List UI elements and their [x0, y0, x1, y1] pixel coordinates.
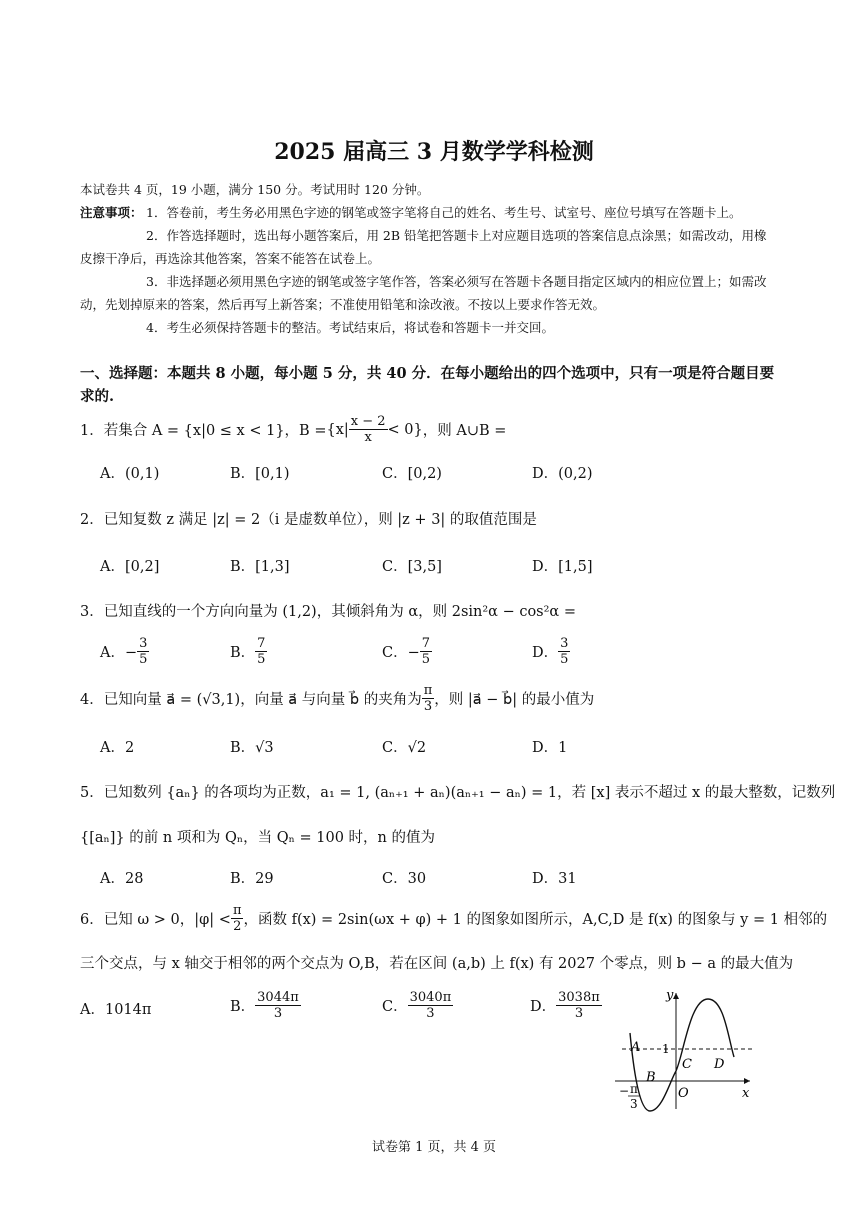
note-4: 4．考生必须保持答题卡的整洁。考试结束后，将试卷和答题卡一并交回。	[146, 320, 554, 335]
q1-option-d: D．(0,2)	[532, 466, 593, 482]
q6-text-a: 6．已知 ω > 0，|φ| <	[80, 912, 231, 928]
question-3: 3．已知直线的一个方向向量为 (1,2)，其倾斜角为 α，则 2sin²α − cos²α =	[80, 604, 576, 620]
one-label: 1	[662, 1042, 670, 1056]
q6-frac-num: π	[232, 903, 242, 918]
question-6-line2: 三个交点，与 x 轴交于相邻的两个交点为 O,B，若在区间 (a,b) 上 f(x) 有 2027 个零点，则 b − a 的最大值为	[80, 956, 794, 972]
q5-option-d: D．31	[532, 871, 577, 887]
pi-numerator: π	[630, 1082, 638, 1096]
q3-c-den: 5	[421, 652, 431, 667]
q3-a-den: 5	[139, 652, 148, 667]
q5-option-b: B．29	[230, 871, 274, 887]
question-1	[80, 414, 506, 445]
q6-frac-den: 2	[233, 919, 242, 934]
q6-text-b: ，函数 f(x) = 2sin(ωx + φ) + 1 的图象如图所示，A,C,D 是 f(x) 的图象与 y = 1 相邻的	[243, 912, 828, 928]
q2-option-d: D．[1,5]	[532, 559, 593, 575]
point-b-label: B	[646, 1070, 656, 1085]
q4-text-b: ，则 |a⃗ − b⃗| 的最小值为	[434, 692, 595, 708]
q6-option-c-frac	[408, 990, 454, 1021]
note-3a: 3．非选择题必须用黑色字迹的钢笔或签字笔作答，答案必须写在答题卡各题目指定区域内的相应位置上；如需改	[146, 274, 767, 289]
q1-text-a: 1．若集合 A = {x|0 ≤ x < 1}，B =	[80, 423, 327, 439]
q6-c-num: 3040π	[409, 990, 452, 1005]
q3-option-a	[100, 636, 149, 667]
q1-frac-num: x − 2	[350, 414, 386, 429]
q3-option-d	[532, 636, 570, 667]
q6-option-b	[230, 990, 301, 1021]
q6-d-num: 3038π	[558, 990, 600, 1005]
page-footer: 试卷第 1 页，共 4 页	[371, 1140, 497, 1155]
question-5-line2: {[aₙ]} 的前 n 项和为 Qₙ，当 Qₙ = 100 时，n 的值为	[80, 830, 435, 846]
q6-option-a: A．1014π	[80, 1002, 152, 1018]
y-label: y	[666, 988, 674, 1003]
q6-b-den: 3	[273, 1006, 283, 1021]
q1-fraction	[349, 414, 388, 445]
q3-option-b-label: B．	[230, 645, 256, 661]
q6-b-num: 3044π	[257, 990, 299, 1005]
x-label: x	[742, 1086, 750, 1101]
section-heading-line1: 一、选择题：本题共 8 小题，每小题 5 分，共 40 分．在每小题给出的四个选项中，只有一项是符合题目要	[80, 365, 775, 382]
q4-frac-den: 3	[423, 699, 433, 714]
q4-option-d: D．1	[532, 740, 568, 756]
q6-option-b-frac	[255, 990, 301, 1021]
point-d-label: D	[714, 1057, 725, 1072]
q3-b-num: 7	[257, 636, 266, 651]
q3-option-a-label: A．−	[100, 645, 138, 661]
q6-function-graph	[610, 985, 760, 1115]
q3-a-num: 3	[139, 636, 148, 651]
q6-option-d-label: D．	[530, 999, 557, 1015]
q6-d-den: 3	[574, 1006, 584, 1021]
q3-d-num: 3	[560, 636, 569, 651]
q1-frac-den: x	[364, 430, 372, 445]
q5-option-a: A．28	[100, 871, 144, 887]
q4-fraction	[422, 683, 435, 714]
note-1: 1．答卷前，考生务必用黑色字迹的钢笔或签字笔将自己的姓名、考生号、试室号、座位号填写在答题卡上。	[146, 205, 742, 220]
q6-c-den: 3	[426, 1006, 435, 1021]
q3-option-b	[230, 636, 267, 667]
q3-option-a-frac	[137, 636, 149, 667]
page-title: 2025 届高三 3 月数学学科检测	[274, 139, 594, 165]
section-heading-line2: 求的.	[80, 388, 115, 405]
q3-option-b-frac	[255, 636, 267, 667]
q1-option-c: C．[0,2)	[382, 466, 442, 482]
question-6-line1	[80, 903, 827, 934]
exam-intro: 本试卷共 4 页，19 小题，满分 150 分。考试用时 120 分钟。	[80, 182, 430, 197]
point-c-label: C	[682, 1057, 692, 1072]
point-a-label: A	[631, 1040, 641, 1055]
q1-option-b: B．[0,1)	[230, 466, 290, 482]
q6-fraction	[231, 903, 244, 934]
q1-set-open: {x|	[326, 421, 349, 438]
notes-label: 注意事项：	[80, 205, 143, 220]
q5-option-c: C．30	[382, 871, 427, 887]
q6-option-d	[530, 990, 602, 1021]
y-axis-arrow	[673, 993, 679, 999]
q6-option-c	[382, 990, 453, 1021]
q1-option-a: A．(0,1)	[100, 466, 160, 482]
q3-option-c-frac	[420, 636, 432, 667]
neg-sign: −	[619, 1084, 630, 1098]
note-2b: 皮擦干净后，再选涂其他答案，答案不能答在试卷上。	[80, 251, 381, 266]
q3-option-d-frac	[558, 636, 570, 667]
three-denominator: 3	[630, 1097, 638, 1111]
q3-b-den: 5	[257, 652, 266, 667]
q3-option-c-label: C．−	[382, 645, 420, 661]
q1-text-b: ，则 A∪B =	[422, 423, 507, 439]
x-axis-arrow	[744, 1078, 750, 1084]
q3-d-den: 5	[560, 652, 569, 667]
q2-option-a: A．[0,2]	[100, 559, 160, 575]
q3-option-c	[382, 636, 432, 667]
question-4	[80, 683, 594, 714]
q4-option-a: A．2	[100, 740, 135, 756]
note-3b: 动，先划掉原来的答案，然后再写上新答案；不准使用铅笔和涂改液。不按以上要求作答无效。	[80, 297, 606, 312]
q2-option-c: C．[3,5]	[382, 559, 442, 575]
q4-text-a: 4．已知向量 a⃗ = (√3,1)，向量 a⃗ 与向量 b⃗ 的夹角为	[80, 692, 422, 708]
q4-option-b: B．√3	[230, 740, 274, 756]
q1-set-close: < 0}	[387, 421, 423, 438]
q6-option-d-frac	[556, 990, 602, 1021]
note-2a: 2．作答选择题时，选出每小题答案后，用 2B 铅笔把答题卡上对应题目选项的答案信息点涂黑；如需改动，用橡	[146, 228, 767, 243]
question-2: 2．已知复数 z 满足 |z| = 2（i 是虚数单位），则 |z + 3| 的取值范围是	[80, 512, 537, 528]
q3-option-d-label: D．	[532, 645, 559, 661]
origin-label: O	[678, 1086, 689, 1101]
q3-c-num: 7	[421, 636, 431, 651]
q4-frac-num: π	[423, 683, 433, 698]
q6-option-c-label: C．	[382, 999, 408, 1015]
q2-option-b: B．[1,3]	[230, 559, 290, 575]
q6-option-b-label: B．	[230, 999, 256, 1015]
question-5-line1: 5．已知数列 {aₙ} 的各项均为正数，a₁ = 1, (aₙ₊₁ + aₙ)(aₙ₊₁ − aₙ) = 1，若 [x] 表示不超过 x 的最大整数，记数列	[80, 785, 836, 801]
q4-option-c: C．√2	[382, 740, 427, 756]
